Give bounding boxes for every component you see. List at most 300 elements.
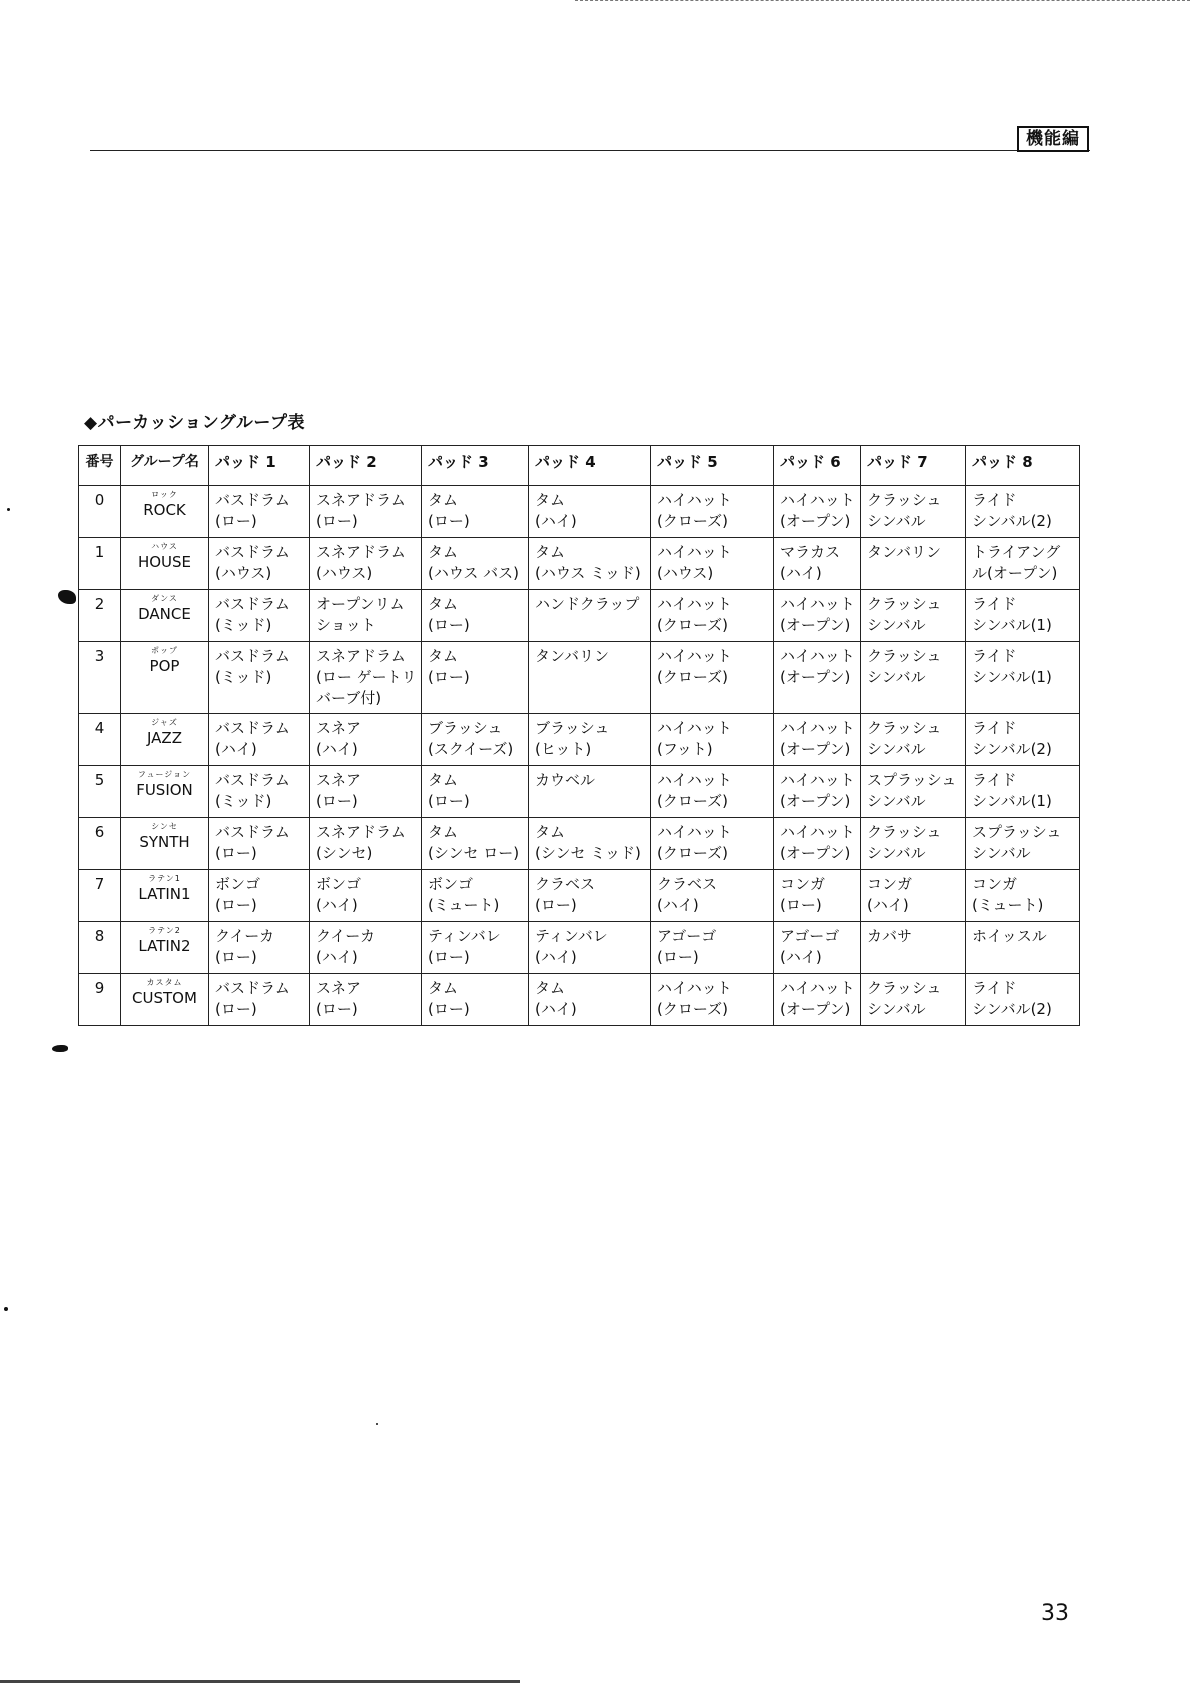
pad-instrument-text: タム bbox=[428, 543, 459, 561]
pad-instrument-text: ハイハット bbox=[780, 771, 855, 789]
group-name-cell bbox=[121, 974, 209, 1026]
row-number: 0 bbox=[79, 486, 121, 538]
pad-instrument-text: (ミッド) bbox=[215, 668, 272, 686]
pad-cell bbox=[651, 818, 774, 870]
scan-speck bbox=[58, 590, 76, 604]
pad-instrument-text: (ハイ) bbox=[867, 896, 909, 914]
header-cell: パッド 5 bbox=[651, 446, 774, 486]
pad-instrument-text: ライド bbox=[972, 979, 1017, 997]
pad-instrument-text: (ハウス) bbox=[657, 564, 714, 582]
pad-instrument-text: スネア bbox=[316, 771, 362, 789]
row-number: 9 bbox=[79, 974, 121, 1026]
pad-cell bbox=[310, 870, 422, 922]
pad-instrument-text: (ロー) bbox=[215, 512, 257, 530]
pad-instrument-text: (ハイ) bbox=[657, 896, 699, 914]
table-title: ◆パーカッショングループ表 bbox=[84, 413, 306, 433]
group-name-cell bbox=[121, 766, 209, 818]
group-name: FUSION bbox=[136, 781, 193, 799]
pad-instrument-text: (クローズ) bbox=[657, 616, 728, 634]
table-row bbox=[79, 818, 1080, 870]
pad-instrument-text: (クローズ) bbox=[657, 844, 728, 862]
pad-instrument-text: (ロー) bbox=[215, 896, 257, 914]
pad-instrument-text: シンバル bbox=[867, 792, 926, 810]
pad-cell bbox=[774, 642, 861, 714]
pad-cell bbox=[966, 486, 1080, 538]
page-number: 33 bbox=[1041, 1601, 1069, 1626]
group-name-cell bbox=[121, 486, 209, 538]
pad-cell bbox=[651, 974, 774, 1026]
pad-instrument-text: タム bbox=[535, 543, 566, 561]
group-name: LATIN2 bbox=[138, 937, 191, 955]
pad-instrument-text: クラッシュ bbox=[867, 595, 942, 613]
group-name: HOUSE bbox=[137, 553, 192, 571]
pad-instrument-text: アゴーゴ bbox=[780, 927, 840, 945]
pad-instrument-text: ボンゴ bbox=[316, 875, 362, 893]
header-cell: パッド 2 bbox=[310, 446, 422, 486]
pad-cell bbox=[310, 922, 422, 974]
pad-instrument-text: ハイハット bbox=[657, 719, 732, 737]
pad-instrument-text: (ハウス バス) bbox=[428, 564, 520, 582]
pad-instrument-text: (ロー) bbox=[316, 1000, 358, 1018]
table-row bbox=[79, 538, 1080, 590]
pad-instrument-text: スネアドラム bbox=[316, 543, 406, 561]
pad-cell bbox=[209, 486, 310, 538]
table-row bbox=[79, 974, 1080, 1026]
group-name-cell bbox=[121, 818, 209, 870]
group-name: POP bbox=[149, 657, 180, 675]
pad-instrument-text: (クローズ) bbox=[657, 668, 728, 686]
pad-cell bbox=[861, 922, 966, 974]
pad-cell bbox=[774, 922, 861, 974]
pad-instrument-text: ハイハット bbox=[780, 719, 855, 737]
pad-instrument-text: (ハイ) bbox=[535, 948, 577, 966]
pad-cell bbox=[209, 974, 310, 1026]
pad-instrument-text: ボンゴ bbox=[215, 875, 261, 893]
pad-instrument-text: ハイハット bbox=[780, 979, 855, 997]
pad-instrument-text: (ミュート) bbox=[972, 896, 1044, 914]
pad-instrument-text: ホイッスル bbox=[972, 927, 1047, 945]
pad-instrument-text: ライド bbox=[972, 491, 1017, 509]
group-name-cell bbox=[121, 714, 209, 766]
pad-instrument-text: ティンバレ bbox=[535, 927, 608, 945]
group-name: DANCE bbox=[138, 605, 191, 623]
group-name: CUSTOM bbox=[132, 989, 197, 1007]
pad-cell bbox=[651, 642, 774, 714]
pad-cell bbox=[422, 590, 529, 642]
pad-cell bbox=[861, 538, 966, 590]
group-name-cell bbox=[121, 590, 209, 642]
group-name: ROCK bbox=[143, 501, 186, 519]
pad-instrument-text: バスドラム bbox=[215, 595, 290, 613]
pad-cell bbox=[774, 766, 861, 818]
pad-instrument-text: スネアドラム bbox=[316, 823, 406, 841]
pad-cell bbox=[861, 870, 966, 922]
pad-cell bbox=[861, 486, 966, 538]
row-number: 1 bbox=[79, 538, 121, 590]
pad-cell bbox=[310, 538, 422, 590]
pad-cell bbox=[774, 590, 861, 642]
pad-instrument-text: ハイハット bbox=[657, 543, 732, 561]
header-cell: パッド 1 bbox=[209, 446, 310, 486]
pad-cell bbox=[310, 818, 422, 870]
group-name-cell bbox=[121, 642, 209, 714]
pad-cell bbox=[966, 766, 1080, 818]
pad-instrument-text: (ハイ) bbox=[316, 948, 358, 966]
pad-instrument-text: (ハイ) bbox=[316, 896, 358, 914]
pad-cell bbox=[966, 642, 1080, 714]
header-cell: パッド 8 bbox=[966, 446, 1080, 486]
section-tag: 機能編 bbox=[1017, 126, 1089, 152]
group-name: SYNTH bbox=[139, 833, 190, 851]
pad-instrument-text: (オープン) bbox=[780, 740, 851, 758]
pad-instrument-text: シンバル bbox=[867, 1000, 926, 1018]
pad-instrument-text: ハイハット bbox=[780, 647, 855, 665]
pad-cell bbox=[966, 590, 1080, 642]
pad-instrument-text: シンバル(1) bbox=[972, 616, 1052, 634]
pad-instrument-text: シンバル bbox=[867, 844, 926, 862]
pad-instrument-text: タム bbox=[428, 647, 459, 665]
pad-cell bbox=[422, 538, 529, 590]
pad-cell bbox=[529, 818, 651, 870]
pad-instrument-text: タム bbox=[428, 823, 459, 841]
pad-cell bbox=[310, 974, 422, 1026]
table-body bbox=[79, 486, 1080, 1026]
pad-instrument-text: タンバリン bbox=[535, 647, 609, 665]
pad-instrument-text: スネアドラム bbox=[316, 647, 406, 665]
pad-cell bbox=[966, 714, 1080, 766]
table-row bbox=[79, 870, 1080, 922]
pad-instrument-text: (ハイ) bbox=[215, 740, 257, 758]
group-name-cell bbox=[121, 922, 209, 974]
group-name: JAZZ bbox=[147, 729, 182, 747]
pad-cell bbox=[209, 870, 310, 922]
pad-cell bbox=[422, 974, 529, 1026]
pad-instrument-text: コンガ bbox=[867, 875, 913, 893]
pad-instrument-text: (ロー) bbox=[535, 896, 577, 914]
pad-cell bbox=[422, 818, 529, 870]
table-row bbox=[79, 642, 1080, 714]
pad-instrument-text: ハイハット bbox=[657, 771, 732, 789]
group-name-cell bbox=[121, 870, 209, 922]
row-number: 3 bbox=[79, 642, 121, 714]
pad-cell bbox=[651, 590, 774, 642]
pad-instrument-text: (ロー) bbox=[215, 1000, 257, 1018]
pad-cell bbox=[774, 818, 861, 870]
header-cell: 番号 bbox=[79, 446, 121, 486]
pad-instrument-text: (ロー) bbox=[215, 948, 257, 966]
pad-instrument-text: (ハイ) bbox=[535, 1000, 577, 1018]
pad-instrument-text: ル(オープン) bbox=[972, 564, 1058, 582]
pad-instrument-text: シンバル(2) bbox=[972, 1000, 1052, 1018]
pad-instrument-text: (ロー) bbox=[428, 948, 470, 966]
group-name-reading: フュージョン bbox=[137, 770, 192, 779]
pad-instrument-text: バーブ付) bbox=[316, 689, 382, 707]
pad-cell bbox=[209, 590, 310, 642]
pad-instrument-text: ライド bbox=[972, 771, 1017, 789]
pad-instrument-text: (オープン) bbox=[780, 616, 851, 634]
pad-cell bbox=[529, 590, 651, 642]
pad-cell bbox=[651, 766, 774, 818]
top-edge-mark bbox=[575, 0, 1190, 4]
group-name-reading: ハウス bbox=[151, 542, 178, 551]
pad-instrument-text: シンバル bbox=[867, 668, 926, 686]
pad-instrument-text: (ハイ) bbox=[780, 564, 822, 582]
pad-instrument-text: (オープン) bbox=[780, 844, 851, 862]
pad-cell bbox=[310, 590, 422, 642]
pad-instrument-text: ハンドクラップ bbox=[535, 595, 640, 613]
pad-instrument-text: (ロー) bbox=[428, 616, 470, 634]
row-number: 6 bbox=[79, 818, 121, 870]
pad-instrument-text: コンガ bbox=[780, 875, 826, 893]
pad-cell bbox=[966, 818, 1080, 870]
pad-cell bbox=[966, 922, 1080, 974]
pad-cell bbox=[422, 766, 529, 818]
pad-instrument-text: (ミッド) bbox=[215, 792, 272, 810]
pad-cell bbox=[861, 974, 966, 1026]
pad-instrument-text: (オープン) bbox=[780, 512, 851, 530]
group-name-reading: カスタム bbox=[146, 978, 183, 987]
table-row bbox=[79, 922, 1080, 974]
header-cell: パッド 3 bbox=[422, 446, 529, 486]
pad-instrument-text: ライド bbox=[972, 595, 1017, 613]
pad-instrument-text: (オープン) bbox=[780, 792, 851, 810]
pad-cell bbox=[529, 766, 651, 818]
pad-instrument-text: クラッシュ bbox=[867, 491, 942, 509]
pad-instrument-text: バスドラム bbox=[215, 771, 290, 789]
group-name-reading: シンセ bbox=[151, 822, 178, 831]
pad-instrument-text: (クローズ) bbox=[657, 792, 728, 810]
row-number: 7 bbox=[79, 870, 121, 922]
pad-instrument-text: タム bbox=[428, 979, 459, 997]
group-name-reading: ジャズ bbox=[151, 718, 178, 727]
pad-instrument-text: (ロー) bbox=[657, 948, 699, 966]
pad-instrument-text: ハイハット bbox=[657, 647, 732, 665]
pad-instrument-text: タム bbox=[535, 823, 566, 841]
pad-instrument-text: バスドラム bbox=[215, 543, 290, 561]
pad-instrument-text: シンバル(2) bbox=[972, 740, 1052, 758]
pad-instrument-text: ブラッシュ bbox=[428, 719, 503, 737]
pad-instrument-text: (ハウス) bbox=[215, 564, 272, 582]
pad-instrument-text: クラッシュ bbox=[867, 647, 942, 665]
pad-instrument-text: スプラッシュ bbox=[867, 771, 957, 789]
pad-cell bbox=[422, 870, 529, 922]
pad-instrument-text: シンバル(1) bbox=[972, 668, 1052, 686]
pad-instrument-text: ハイハット bbox=[780, 595, 855, 613]
pad-instrument-text: ハイハット bbox=[657, 491, 732, 509]
table-header-row bbox=[79, 446, 1080, 486]
group-name: LATIN1 bbox=[138, 885, 191, 903]
group-name-cell bbox=[121, 538, 209, 590]
row-number: 4 bbox=[79, 714, 121, 766]
pad-cell bbox=[422, 922, 529, 974]
pad-cell bbox=[529, 538, 651, 590]
scan-speck bbox=[376, 1423, 378, 1425]
header-cell: パッド 4 bbox=[529, 446, 651, 486]
pad-instrument-text: マラカス bbox=[780, 543, 841, 561]
pad-cell bbox=[774, 486, 861, 538]
percussion-group-table bbox=[78, 445, 1080, 1026]
pad-instrument-text: スプラッシュ bbox=[972, 823, 1062, 841]
pad-instrument-text: (ロー ゲートリ bbox=[316, 668, 417, 686]
pad-instrument-text: (クローズ) bbox=[657, 512, 728, 530]
table-row bbox=[79, 714, 1080, 766]
pad-instrument-text: クイーカ bbox=[215, 927, 274, 945]
pad-instrument-text: バスドラム bbox=[215, 979, 290, 997]
pad-instrument-text: (ロー) bbox=[428, 1000, 470, 1018]
pad-instrument-text: (フット) bbox=[657, 740, 713, 758]
pad-cell bbox=[861, 818, 966, 870]
pad-cell bbox=[529, 714, 651, 766]
pad-instrument-text: スネアドラム bbox=[316, 491, 406, 509]
pad-cell bbox=[651, 714, 774, 766]
pad-cell bbox=[209, 538, 310, 590]
pad-instrument-text: ショット bbox=[316, 616, 376, 634]
pad-cell bbox=[651, 870, 774, 922]
pad-instrument-text: シンバル(2) bbox=[972, 512, 1052, 530]
pad-instrument-text: ティンバレ bbox=[428, 927, 501, 945]
pad-cell bbox=[310, 642, 422, 714]
pad-cell bbox=[774, 870, 861, 922]
pad-instrument-text: (ハイ) bbox=[316, 740, 358, 758]
table-row bbox=[79, 590, 1080, 642]
pad-cell bbox=[310, 486, 422, 538]
pad-instrument-text: クイーカ bbox=[316, 927, 375, 945]
pad-instrument-text: コンガ bbox=[972, 875, 1018, 893]
pad-instrument-text: クラッシュ bbox=[867, 719, 942, 737]
pad-instrument-text: スネア bbox=[316, 979, 362, 997]
pad-instrument-text: バスドラム bbox=[215, 719, 290, 737]
group-name-reading: ロック bbox=[151, 490, 178, 499]
pad-cell bbox=[209, 714, 310, 766]
pad-instrument-text: (シンセ ロー) bbox=[428, 844, 520, 862]
pad-instrument-text: (ロー) bbox=[215, 844, 257, 862]
pad-instrument-text: (ハイ) bbox=[780, 948, 822, 966]
pad-cell bbox=[966, 538, 1080, 590]
pad-instrument-text: タム bbox=[535, 491, 566, 509]
scan-speck bbox=[52, 1045, 68, 1052]
pad-instrument-text: (ロー) bbox=[780, 896, 822, 914]
pad-cell bbox=[651, 922, 774, 974]
pad-instrument-text: (ハウス) bbox=[316, 564, 373, 582]
row-number: 2 bbox=[79, 590, 121, 642]
pad-instrument-text: アゴーゴ bbox=[657, 927, 717, 945]
pad-instrument-text: ハイハット bbox=[657, 979, 732, 997]
pad-instrument-text: (ハウス ミッド) bbox=[535, 564, 641, 582]
pad-instrument-text: (オープン) bbox=[780, 668, 851, 686]
pad-instrument-text: シンバル bbox=[972, 844, 1031, 862]
pad-instrument-text: タム bbox=[535, 979, 566, 997]
pad-instrument-text: オープンリム bbox=[316, 595, 405, 613]
row-number: 5 bbox=[79, 766, 121, 818]
pad-instrument-text: クラッシュ bbox=[867, 823, 942, 841]
pad-cell bbox=[422, 714, 529, 766]
pad-cell bbox=[861, 766, 966, 818]
pad-instrument-text: (ミッド) bbox=[215, 616, 272, 634]
pad-instrument-text: (ロー) bbox=[428, 792, 470, 810]
pad-cell bbox=[966, 974, 1080, 1026]
pad-instrument-text: クラッシュ bbox=[867, 979, 942, 997]
pad-instrument-text: シンバル(1) bbox=[972, 792, 1052, 810]
pad-cell bbox=[310, 714, 422, 766]
group-name-reading: ラテン1 bbox=[148, 874, 181, 883]
pad-instrument-text: バスドラム bbox=[215, 647, 290, 665]
group-name-reading: ダンス bbox=[151, 594, 178, 603]
pad-instrument-text: (クローズ) bbox=[657, 1000, 728, 1018]
header-rule bbox=[90, 150, 1090, 151]
pad-instrument-text: (ヒット) bbox=[535, 740, 592, 758]
pad-cell bbox=[209, 642, 310, 714]
pad-instrument-text: カバサ bbox=[867, 927, 913, 945]
pad-cell bbox=[529, 922, 651, 974]
pad-instrument-text: ライド bbox=[972, 647, 1017, 665]
group-name-reading: ラテン2 bbox=[148, 926, 181, 935]
scan-bottom-edge bbox=[0, 1680, 520, 1683]
pad-cell bbox=[209, 766, 310, 818]
row-number: 8 bbox=[79, 922, 121, 974]
pad-instrument-text: タム bbox=[428, 491, 459, 509]
pad-instrument-text: カウベル bbox=[535, 771, 596, 789]
pad-cell bbox=[529, 486, 651, 538]
pad-instrument-text: (スクイーズ) bbox=[428, 740, 514, 758]
pad-instrument-text: (ロー) bbox=[316, 512, 358, 530]
pad-instrument-text: ブラッシュ bbox=[535, 719, 610, 737]
pad-cell bbox=[422, 642, 529, 714]
header-cell: パッド 7 bbox=[861, 446, 966, 486]
pad-cell bbox=[774, 538, 861, 590]
table-row bbox=[79, 766, 1080, 818]
group-name-reading: ポップ bbox=[151, 646, 178, 655]
pad-instrument-text: シンバル bbox=[867, 512, 926, 530]
pad-instrument-text: ハイハット bbox=[657, 595, 732, 613]
pad-instrument-text: ハイハット bbox=[657, 823, 732, 841]
pad-cell bbox=[861, 714, 966, 766]
pad-instrument-text: タム bbox=[428, 595, 459, 613]
pad-instrument-text: シンバル bbox=[867, 616, 926, 634]
pad-instrument-text: シンバル bbox=[867, 740, 926, 758]
pad-instrument-text: (ロー) bbox=[316, 792, 358, 810]
pad-instrument-text: ハイハット bbox=[780, 491, 855, 509]
pad-cell bbox=[529, 974, 651, 1026]
pad-instrument-text: (ロー) bbox=[428, 512, 470, 530]
pad-instrument-text: (ロー) bbox=[428, 668, 470, 686]
pad-cell bbox=[529, 870, 651, 922]
pad-cell bbox=[209, 818, 310, 870]
pad-cell bbox=[422, 486, 529, 538]
pad-instrument-text: バスドラム bbox=[215, 823, 290, 841]
pad-instrument-text: (シンセ) bbox=[316, 844, 373, 862]
pad-cell bbox=[209, 922, 310, 974]
pad-cell bbox=[861, 590, 966, 642]
pad-cell bbox=[310, 766, 422, 818]
pad-instrument-text: ライド bbox=[972, 719, 1017, 737]
pad-instrument-text: タンバリン bbox=[867, 543, 941, 561]
pad-instrument-text: (ミュート) bbox=[428, 896, 500, 914]
pad-instrument-text: トライアング bbox=[972, 543, 1061, 561]
pad-instrument-text: (ハイ) bbox=[535, 512, 577, 530]
pad-cell bbox=[651, 538, 774, 590]
header-cell: パッド 6 bbox=[774, 446, 861, 486]
pad-instrument-text: クラベス bbox=[657, 875, 718, 893]
pad-instrument-text: ボンゴ bbox=[428, 875, 474, 893]
pad-cell bbox=[774, 974, 861, 1026]
pad-cell bbox=[774, 714, 861, 766]
pad-instrument-text: (オープン) bbox=[780, 1000, 851, 1018]
pad-instrument-text: タム bbox=[428, 771, 459, 789]
pad-instrument-text: クラベス bbox=[535, 875, 596, 893]
table-row bbox=[79, 486, 1080, 538]
pad-instrument-text: バスドラム bbox=[215, 491, 290, 509]
scan-speck bbox=[4, 1307, 8, 1311]
